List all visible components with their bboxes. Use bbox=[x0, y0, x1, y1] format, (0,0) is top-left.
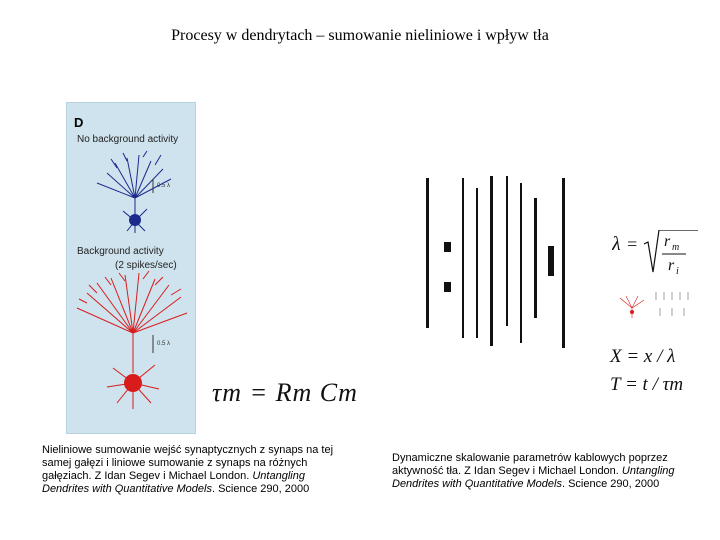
t-scaling-equation: T = t / τm bbox=[610, 374, 684, 395]
caption-right-text: Dynamiczne skalowanie parametrów kablowych poprzez aktywność tła. Z Idan Segev i Michael London. bbox=[392, 452, 668, 477]
caption-left-title: Untangling Dendrites with Quantitative Models bbox=[42, 470, 305, 495]
svg-text:λ: λ bbox=[612, 233, 621, 255]
scale-label-bottom: 0.5 λ bbox=[157, 341, 171, 347]
label-spike-rate: (2 spikes/sec) bbox=[115, 260, 177, 271]
neuron-drawings bbox=[67, 103, 195, 433]
tau-equation: τm = Rm Cm bbox=[212, 378, 358, 407]
caption-left-source: . Science 290, 2000 bbox=[211, 483, 310, 495]
dendrite-figure-panel bbox=[66, 102, 196, 434]
caption-right-title: Untangling Dendrites with Quantitative Models bbox=[392, 465, 675, 490]
svg-text:r: r bbox=[664, 233, 671, 250]
svg-text:i: i bbox=[676, 266, 679, 277]
svg-text:r: r bbox=[668, 257, 675, 274]
blue-soma bbox=[129, 214, 141, 226]
x-scaling-equation: X = x / λ bbox=[610, 346, 676, 367]
slide-title: Procesy w dendrytach – sumowanie nieliniowe i wpływ tła bbox=[171, 27, 549, 44]
caption-left-text: Nieliniowe sumowanie wejść synaptycznych z synaps na tej samej gałęzi i liniowe sumowanie z synaps na różnych gałęziach. Z Idan Segev i Michael London. bbox=[42, 444, 334, 482]
lambda-equation bbox=[612, 230, 702, 286]
panel-letter: D bbox=[74, 115, 84, 130]
label-no-background: No background activity bbox=[77, 134, 179, 145]
cable-equation-graphic bbox=[420, 168, 580, 368]
caption-right-source: . Science 290, 2000 bbox=[561, 478, 660, 490]
caption-right bbox=[392, 452, 702, 491]
svg-text:m: m bbox=[672, 242, 680, 253]
red-soma bbox=[124, 374, 142, 392]
scale-label-top: 0.5 λ bbox=[157, 183, 171, 189]
svg-text:=: = bbox=[626, 234, 639, 254]
caption-left bbox=[42, 444, 354, 496]
mini-neuron-thumbnail bbox=[612, 288, 692, 322]
label-background-activity: Background activity bbox=[77, 246, 164, 257]
